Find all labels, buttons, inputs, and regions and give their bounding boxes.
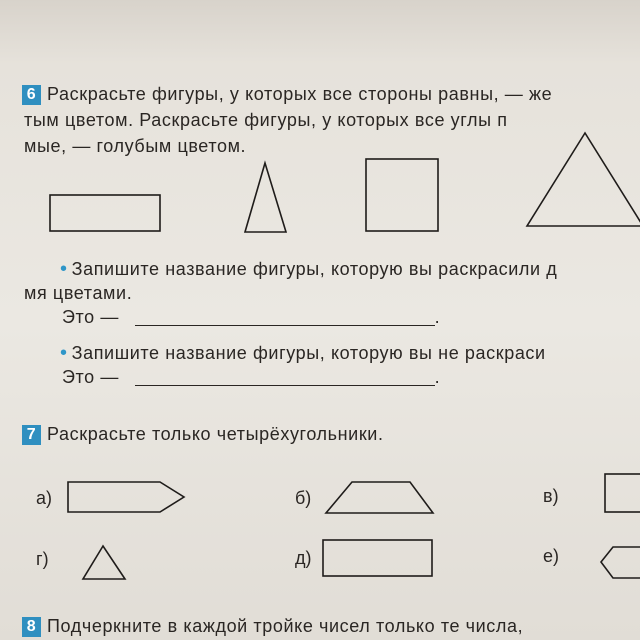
task8-heading [22, 616, 523, 637]
square-shape [366, 159, 438, 231]
task6-line3: мые, — голубым цветом. [24, 136, 247, 156]
task7-heading [22, 424, 384, 445]
task6-question2 [60, 342, 546, 365]
bullet-icon: • [60, 258, 68, 280]
answer2-prefix: Это — [62, 367, 119, 387]
label-v: в) [543, 486, 559, 506]
answer1-period: . [434, 307, 441, 327]
task7-text: Раскрасьте только четырёхугольники. [47, 424, 384, 444]
label-g: г) [36, 549, 49, 569]
rectangle-shape [50, 195, 160, 231]
rectangle-d-shape [323, 540, 432, 576]
answer2-blank-line[interactable] [135, 369, 435, 386]
hexagon-shape [601, 547, 640, 578]
narrow-triangle-shape [245, 163, 286, 232]
task6-text-1: Раскрасьте фигуры, у которых все стороны равны, — же [47, 84, 553, 104]
label-d: д) [295, 548, 312, 568]
task7-number: 7 [22, 425, 41, 445]
label-a: а) [36, 488, 53, 508]
task8-text: Подчеркните в каждой тройке чисел только те числа, [47, 616, 524, 636]
pentagon-arrow-shape [68, 482, 184, 512]
answer1-prefix: Это — [62, 307, 119, 327]
bullet-icon: • [60, 342, 68, 364]
task8-number: 8 [22, 617, 41, 637]
task6-line2: тым цветом. Раскрасьте фигуры, у которых все углы п [24, 110, 508, 130]
equilateral-triangle-shape [527, 133, 640, 226]
task6-number: 6 [22, 85, 41, 105]
label-b: б) [295, 488, 312, 508]
task6-question1 [60, 258, 557, 281]
task6-question2-text: Запишите название фигуры, которую вы не раскраси [71, 343, 546, 363]
partial-rectangle-shape [605, 474, 640, 512]
small-triangle-shape [83, 546, 125, 579]
task6-answer1 [62, 307, 440, 328]
answer2-period: . [434, 367, 441, 387]
task6-question1-line2: мя цветами. [24, 283, 133, 303]
answer1-blank-line[interactable] [135, 309, 435, 326]
task6-answer2 [62, 367, 440, 388]
task6-question1-text: Запишите название фигуры, которую вы раскрасили д [71, 259, 558, 279]
label-e: е) [543, 546, 560, 566]
trapezoid-shape [326, 482, 433, 513]
